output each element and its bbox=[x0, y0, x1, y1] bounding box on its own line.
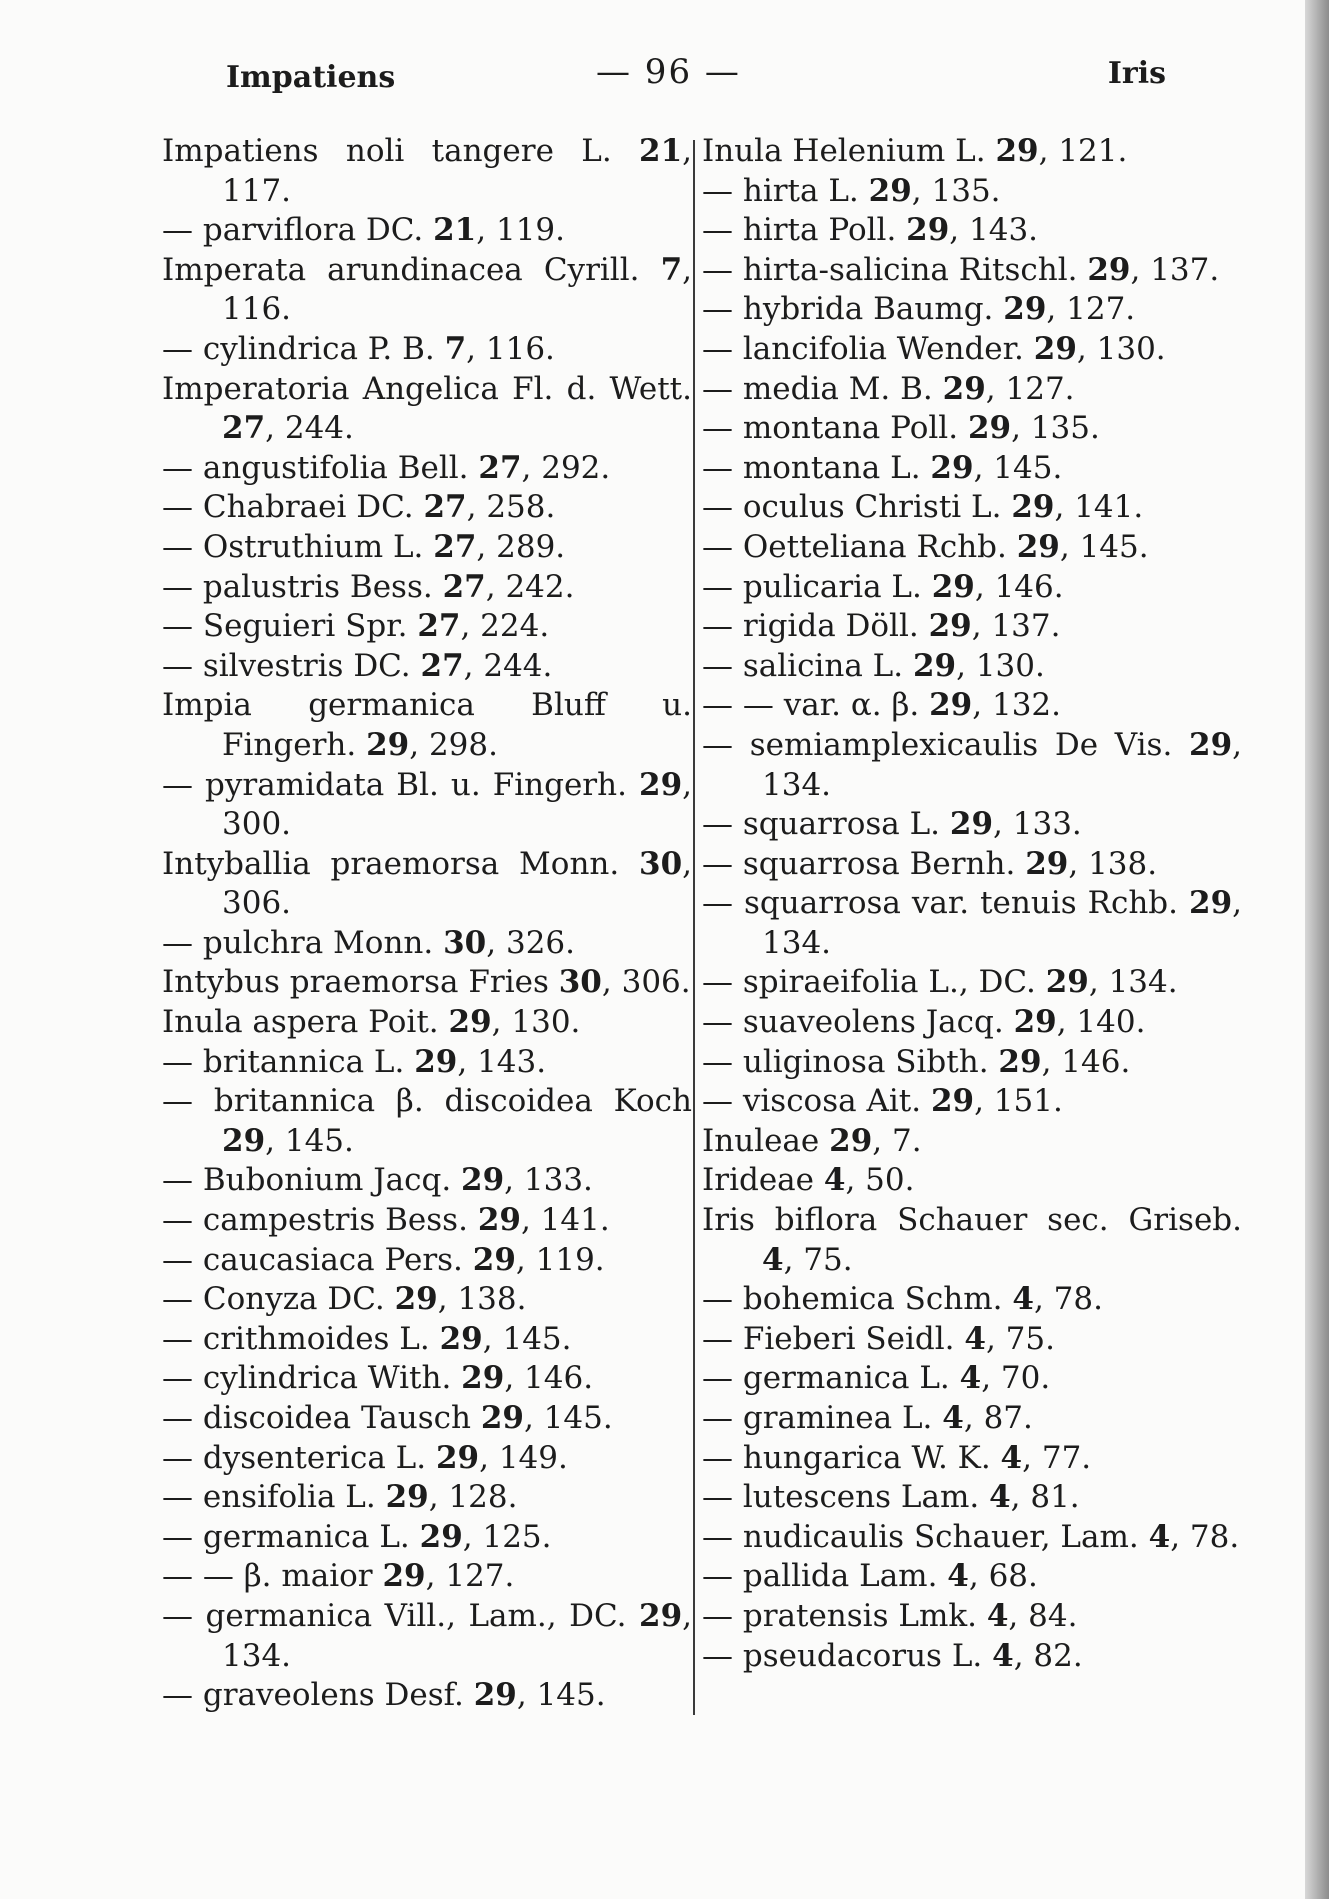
entry-page: 146. bbox=[524, 1360, 594, 1397]
entry-name: — montana Poll. bbox=[702, 410, 959, 447]
entry-name: — suaveolens Jacq. bbox=[702, 1004, 1004, 1041]
entry-page: 127. bbox=[1005, 370, 1075, 407]
entry-name: — montana L. bbox=[702, 449, 921, 486]
entry-volume: 29 bbox=[998, 1043, 1042, 1080]
entry-volume: 29 bbox=[473, 1677, 517, 1714]
entry-volume: 29 bbox=[222, 1122, 266, 1159]
entry-page: 116. bbox=[222, 291, 292, 328]
entry-volume: 29 bbox=[366, 726, 410, 763]
index-entry: Inula Helenium L. 29, 121. bbox=[702, 133, 1128, 169]
entry-volume: 4 bbox=[942, 1400, 964, 1436]
entry-volume: 21 bbox=[433, 212, 477, 249]
entry-name: — uliginosa Sibth. bbox=[702, 1043, 989, 1080]
entry-page: 130. bbox=[975, 647, 1045, 684]
entry-page: 244. bbox=[284, 410, 354, 447]
entry-volume: 29 bbox=[461, 1162, 505, 1199]
index-entry: — lancifolia Wender. 29, 130. bbox=[702, 330, 1166, 367]
index-entry: — crithmoides L. 29, 145. bbox=[162, 1320, 572, 1357]
entry-volume: 29 bbox=[930, 449, 974, 486]
entry-page: 137. bbox=[991, 608, 1061, 645]
entry-volume: 4 bbox=[992, 1637, 1014, 1674]
entry-name: — bohemica Schm. bbox=[702, 1281, 1003, 1318]
entry-name: Imperatoria Angelica Fl. d. Wett. bbox=[162, 370, 692, 407]
entry-name: — viscosa Ait. bbox=[702, 1083, 922, 1120]
index-entry: — discoidea Tausch 29, 145. bbox=[162, 1400, 613, 1436]
index-entry: Inuleae 29, 7. bbox=[702, 1122, 922, 1159]
entry-page: 50. bbox=[865, 1162, 915, 1199]
entry-name: — squarrosa Bernh. bbox=[702, 845, 1016, 882]
entry-page: 119. bbox=[535, 1241, 605, 1278]
entry-volume: 29 bbox=[639, 1597, 683, 1634]
index-entry: — Conyza DC. 29, 138. bbox=[162, 1281, 527, 1318]
entry-name: Inula aspera Poit. bbox=[162, 1004, 439, 1041]
entry-page: 77. bbox=[1041, 1439, 1092, 1476]
index-entry: — Ostruthium L. 27, 289. bbox=[162, 528, 566, 565]
entry-page: 78. bbox=[1053, 1281, 1103, 1318]
entry-volume: 29 bbox=[414, 1043, 458, 1080]
index-entry: Imperata arundinacea Cyrill. 7, 116. bbox=[162, 251, 692, 328]
entry-volume: 29 bbox=[912, 647, 957, 684]
entry-page: 145. bbox=[284, 1122, 354, 1159]
entry-volume: 29 bbox=[435, 1439, 480, 1476]
entry-page: 138. bbox=[1088, 845, 1158, 882]
entry-page: 117. bbox=[222, 172, 292, 209]
entry-volume: 29 bbox=[868, 172, 912, 209]
entry-volume: 7 bbox=[660, 251, 683, 288]
index-entry: — angustifolia Bell. 27, 292. bbox=[162, 449, 611, 486]
entry-name: — Bubonium Jacq. bbox=[162, 1162, 452, 1199]
index-entry: — germanica L. 4, 70. bbox=[702, 1360, 1051, 1397]
entry-volume: 29 bbox=[1016, 528, 1060, 565]
entry-name: — graminea L. bbox=[702, 1400, 933, 1436]
index-entry: — spiraeifolia L., DC. 29, 134. bbox=[702, 964, 1178, 1001]
index-entry: — cylindrica With. 29, 146. bbox=[162, 1360, 594, 1397]
entry-page: 84. bbox=[1028, 1597, 1078, 1634]
entry-page: 149. bbox=[498, 1439, 568, 1476]
entry-name: Intyballia praemorsa Monn. bbox=[162, 845, 620, 882]
entry-page: 145. bbox=[502, 1320, 572, 1357]
entry-volume: 27 bbox=[222, 410, 266, 447]
entry-page: 130. bbox=[511, 1004, 581, 1041]
entry-page: 145. bbox=[993, 449, 1063, 486]
entry-page: 306. bbox=[222, 885, 292, 922]
index-entry: — caucasiaca Pers. 29, 119. bbox=[162, 1241, 605, 1278]
index-entry: — britannica β. discoidea Koch 29, 145. bbox=[162, 1083, 692, 1159]
entry-page: 326. bbox=[505, 924, 575, 961]
entry-volume: 27 bbox=[442, 568, 486, 605]
entry-name: — ensifolia L. bbox=[162, 1479, 376, 1516]
entry-volume: 29 bbox=[967, 410, 1012, 447]
entry-page: 75. bbox=[803, 1241, 853, 1278]
entry-page: 134. bbox=[222, 1637, 292, 1674]
index-entry: — britannica L. 29, 143. bbox=[162, 1043, 547, 1080]
entry-volume: 29 bbox=[928, 608, 972, 645]
entry-volume: 30 bbox=[639, 845, 683, 882]
entry-page: 134. bbox=[762, 766, 832, 803]
entry-volume: 29 bbox=[382, 1558, 426, 1595]
index-entry: — suaveolens Jacq. 29, 140. bbox=[702, 1004, 1146, 1041]
index-entry: — parviflora DC. 21, 119. bbox=[162, 212, 565, 249]
entry-name: Inula Helenium L. bbox=[702, 133, 986, 169]
entry-name: — Seguieri Spr. bbox=[162, 608, 408, 645]
entry-page: 143. bbox=[969, 212, 1039, 249]
entry-page: 87. bbox=[983, 1400, 1033, 1436]
entry-page: 75. bbox=[1005, 1320, 1055, 1357]
entry-page: 137. bbox=[1150, 251, 1220, 288]
index-entry: Impia germanica Bluff u. Fingerh. 29, 298. bbox=[162, 687, 692, 763]
entry-page: 81. bbox=[1030, 1479, 1080, 1516]
entry-name: — graveolens Desf. bbox=[162, 1677, 464, 1714]
entry-volume: 30 bbox=[558, 964, 602, 1001]
index-entry: — pulicaria L. 29, 146. bbox=[702, 568, 1064, 605]
entry-page: 244. bbox=[483, 647, 553, 684]
entry-volume: 29 bbox=[929, 687, 973, 724]
entry-volume: 29 bbox=[1189, 885, 1233, 922]
entry-volume: 4 bbox=[986, 1597, 1009, 1634]
index-entry: — nudicaulis Schauer, Lam. 4, 78. bbox=[702, 1518, 1240, 1555]
entry-volume: 29 bbox=[472, 1241, 516, 1278]
entry-name: — pseudacorus L. bbox=[702, 1637, 983, 1674]
entry-name: — spiraeifolia L., DC. bbox=[702, 964, 1036, 1001]
index-entry: — semiamplexicaulis De Vis. 29, 134. bbox=[702, 726, 1242, 803]
index-entry: — hybrida Baumg. 29, 127. bbox=[702, 291, 1136, 328]
entry-name: — britannica β. discoidea Koch bbox=[162, 1083, 692, 1120]
entry-page: 289. bbox=[496, 528, 566, 565]
entry-name: — salicina L. bbox=[702, 647, 904, 684]
entry-name: — crithmoides L. bbox=[162, 1320, 430, 1357]
entry-volume: 29 bbox=[1003, 291, 1047, 328]
index-entry: — — β. maior 29, 127. bbox=[162, 1558, 515, 1595]
entry-page: 145. bbox=[536, 1677, 606, 1714]
index-entry: — squarrosa L. 29, 133. bbox=[702, 806, 1082, 843]
entry-page: 138. bbox=[457, 1281, 527, 1318]
index-entry: — Chabraei DC. 27, 258. bbox=[162, 489, 556, 526]
entry-volume: 29 bbox=[931, 568, 975, 605]
entry-name: — hybrida Baumg. bbox=[702, 291, 994, 328]
entry-name: — pulchra Monn. bbox=[162, 924, 434, 961]
entry-page: 82. bbox=[1033, 1637, 1083, 1674]
entry-name: — squarrosa L. bbox=[702, 806, 941, 843]
entry-name: — palustris Bess. bbox=[162, 568, 433, 605]
entry-name: — cylindrica P. B. bbox=[162, 330, 435, 367]
entry-volume: 29 bbox=[906, 212, 950, 249]
entry-volume: 29 bbox=[942, 370, 986, 407]
index-entry: — pratensis Lmk. 4, 84. bbox=[702, 1597, 1078, 1634]
entry-volume: 4 bbox=[823, 1162, 846, 1199]
entry-volume: 29 bbox=[1011, 489, 1055, 526]
entry-name: — hirta Poll. bbox=[702, 212, 897, 249]
index-entry: Irideae 4, 50. bbox=[702, 1162, 915, 1199]
entry-volume: 29 bbox=[439, 1320, 483, 1357]
entry-page: 145. bbox=[1079, 528, 1149, 565]
entry-name: — angustifolia Bell. bbox=[162, 449, 469, 486]
entry-name: — semiamplexicaulis De Vis. bbox=[702, 726, 1173, 763]
entry-name: — silvestris DC. bbox=[162, 647, 411, 684]
entry-volume: 27 bbox=[423, 489, 467, 526]
entry-volume: 29 bbox=[448, 1004, 492, 1041]
index-entry: — graminea L. 4, 87. bbox=[702, 1400, 1033, 1436]
entry-page: 135. bbox=[931, 172, 1001, 209]
entry-page: 134. bbox=[762, 924, 832, 961]
index-entry: — graveolens Desf. 29, 145. bbox=[162, 1677, 606, 1714]
index-entry: — hirta-salicina Ritschl. 29, 137. bbox=[702, 251, 1220, 288]
index-entry: — squarrosa var. tenuis Rchb. 29, 134. bbox=[702, 885, 1242, 961]
index-entry: — montana L. 29, 145. bbox=[702, 449, 1063, 486]
entry-page: 68. bbox=[988, 1558, 1038, 1595]
entry-name: Intybus praemorsa Fries bbox=[162, 964, 549, 1001]
index-entry: — oculus Christi L. 29, 141. bbox=[702, 489, 1144, 526]
entry-name: — hungarica W. K. bbox=[702, 1439, 991, 1476]
index-entry: — viscosa Ait. 29, 151. bbox=[702, 1083, 1063, 1120]
index-entry: — pallida Lam. 4, 68. bbox=[702, 1558, 1038, 1595]
entry-page: 132. bbox=[991, 687, 1061, 724]
index-entry: — campestris Bess. 29, 141. bbox=[162, 1202, 610, 1239]
entry-name: Imperata arundinacea Cyrill. bbox=[162, 251, 640, 288]
entry-volume: 27 bbox=[478, 449, 522, 486]
index-entry: — palustris Bess. 27, 242. bbox=[162, 568, 575, 605]
index-entry: Intyballia praemorsa Monn. 30, 306. bbox=[162, 845, 693, 922]
index-entry: — rigida Döll. 29, 137. bbox=[702, 608, 1061, 645]
index-entry: — uliginosa Sibth. 29, 146. bbox=[702, 1043, 1131, 1080]
entry-volume: 29 bbox=[1013, 1004, 1057, 1041]
index-entry: — bohemica Schm. 4, 78. bbox=[702, 1281, 1103, 1318]
entry-page: 298. bbox=[428, 726, 498, 763]
entry-volume: 29 bbox=[1025, 845, 1069, 882]
entry-name: — rigida Döll. bbox=[702, 608, 919, 645]
entry-name: — lancifolia Wender. bbox=[702, 330, 1024, 367]
entry-page: 146. bbox=[1061, 1043, 1131, 1080]
entry-name: — caucasiaca Pers. bbox=[162, 1241, 463, 1278]
entry-volume: 29 bbox=[639, 766, 683, 803]
entry-name: — germanica L. bbox=[702, 1360, 950, 1397]
entry-page: 146. bbox=[994, 568, 1064, 605]
entry-volume: 4 bbox=[762, 1241, 784, 1278]
entry-volume: 29 bbox=[419, 1518, 463, 1555]
entry-page: 135. bbox=[1030, 410, 1100, 447]
index-entry: — germanica Vill., Lam., DC. 29, 134. bbox=[162, 1597, 692, 1674]
entry-page: 306. bbox=[621, 964, 691, 1001]
entry-volume: 29 bbox=[461, 1360, 505, 1397]
entry-name: — pyramidata Bl. u. Fingerh. bbox=[162, 766, 627, 803]
entry-volume: 29 bbox=[949, 806, 994, 843]
entry-page: 140. bbox=[1076, 1004, 1146, 1041]
entry-page: 300. bbox=[222, 806, 292, 843]
entry-volume: 4 bbox=[1000, 1439, 1023, 1476]
entry-volume: 4 bbox=[1012, 1281, 1034, 1318]
entry-volume: 30 bbox=[443, 924, 487, 961]
entry-page: 133. bbox=[523, 1162, 593, 1199]
entry-page: 151. bbox=[993, 1083, 1063, 1120]
index-entry: — — var. α. β. 29, 132. bbox=[702, 687, 1061, 724]
index-entry: Imperatoria Angelica Fl. d. Wett. 27, 244. bbox=[162, 370, 692, 447]
entry-volume: 4 bbox=[964, 1320, 986, 1357]
entry-page: 78. bbox=[1189, 1518, 1240, 1555]
entry-page: 128. bbox=[448, 1479, 518, 1516]
entry-volume: 29 bbox=[829, 1122, 873, 1159]
entry-page: 130. bbox=[1096, 330, 1166, 367]
entry-name: — media M. B. bbox=[702, 370, 933, 407]
entry-name: — britannica L. bbox=[162, 1043, 405, 1080]
entry-page: 116. bbox=[485, 330, 555, 367]
entry-name: — campestris Bess. bbox=[162, 1202, 468, 1239]
index-entry: — Oetteliana Rchb. 29, 145. bbox=[702, 528, 1149, 565]
running-header bbox=[226, 52, 1166, 102]
entry-page: 70. bbox=[1000, 1360, 1051, 1397]
index-entry: Impatiens noli tangere L. 21, 117. bbox=[162, 133, 693, 209]
entry-volume: 27 bbox=[417, 608, 461, 645]
entry-volume: 7 bbox=[444, 330, 467, 367]
entry-volume: 29 bbox=[1087, 251, 1131, 288]
entry-page: 258. bbox=[486, 489, 556, 526]
entry-volume: 29 bbox=[995, 133, 1039, 169]
entry-name: — squarrosa var. tenuis Rchb. bbox=[702, 885, 1179, 922]
entry-volume: 29 bbox=[1033, 330, 1077, 367]
index-entry: — media M. B. 29, 127. bbox=[702, 370, 1075, 407]
index-entry: — squarrosa Bernh. 29, 138. bbox=[702, 845, 1158, 882]
entry-name: — — var. α. β. bbox=[702, 687, 920, 724]
entry-volume: 21 bbox=[639, 133, 683, 169]
entry-name: — germanica Vill., Lam., DC. bbox=[162, 1597, 627, 1634]
entry-volume: 29 bbox=[477, 1202, 521, 1239]
entry-name: — Ostruthium L. bbox=[162, 528, 424, 565]
entry-name: — germanica L. bbox=[162, 1518, 410, 1555]
header-left-catchword: Impatiens bbox=[226, 60, 396, 95]
entry-name: Iris biflora Schauer sec. Griseb. bbox=[702, 1202, 1242, 1239]
entry-volume: 4 bbox=[947, 1558, 969, 1595]
page-edge-shadow bbox=[1305, 0, 1329, 1899]
entry-name: — — β. maior bbox=[162, 1558, 373, 1595]
index-entry: — pulchra Monn. 30, 326. bbox=[162, 924, 575, 961]
index-entry: — pyramidata Bl. u. Fingerh. 29, 300. bbox=[162, 766, 692, 843]
entry-name: — Oetteliana Rchb. bbox=[702, 528, 1007, 565]
entry-volume: 4 bbox=[959, 1360, 982, 1397]
index-entry: Iris biflora Schauer sec. Griseb. 4, 75. bbox=[702, 1202, 1242, 1278]
index-entry: — cylindrica P. B. 7, 116. bbox=[162, 330, 555, 367]
entry-page: 141. bbox=[1074, 489, 1144, 526]
entry-name: — hirta-salicina Ritschl. bbox=[702, 251, 1078, 288]
entry-page: 127. bbox=[445, 1558, 515, 1595]
entry-page: 7. bbox=[891, 1122, 922, 1159]
entry-page: 145. bbox=[543, 1400, 613, 1436]
entry-page: 242. bbox=[505, 568, 575, 605]
entry-name: — parviflora DC. bbox=[162, 212, 424, 249]
index-entry: — salicina L. 29, 130. bbox=[702, 647, 1045, 684]
left-index-column bbox=[162, 132, 692, 1716]
index-entry: — Fieberi Seidl. 4, 75. bbox=[702, 1320, 1055, 1357]
entry-page: 127. bbox=[1066, 291, 1136, 328]
entry-name: — nudicaulis Schauer, Lam. bbox=[702, 1518, 1139, 1555]
entry-page: 143. bbox=[477, 1043, 547, 1080]
entry-volume: 27 bbox=[420, 647, 464, 684]
index-entry: — montana Poll. 29, 135. bbox=[702, 410, 1100, 447]
entry-name: — discoidea Tausch bbox=[162, 1400, 471, 1436]
index-entry: — hirta L. 29, 135. bbox=[702, 172, 1001, 209]
entry-volume: 4 bbox=[1148, 1518, 1171, 1555]
index-entry: — hungarica W. K. 4, 77. bbox=[702, 1439, 1092, 1476]
index-entry: — pseudacorus L. 4, 82. bbox=[702, 1637, 1083, 1674]
entry-page: 134. bbox=[1108, 964, 1178, 1001]
entry-name: — hirta L. bbox=[702, 172, 859, 209]
entry-name: — oculus Christi L. bbox=[702, 489, 1002, 526]
index-entry: Inula aspera Poit. 29, 130. bbox=[162, 1004, 581, 1041]
entry-name: Inuleae bbox=[702, 1122, 820, 1159]
right-index-column bbox=[702, 132, 1242, 1676]
index-entry: — Seguieri Spr. 27, 224. bbox=[162, 608, 550, 645]
entry-volume: 29 bbox=[480, 1400, 524, 1436]
entry-page: 292. bbox=[541, 449, 611, 486]
entry-volume: 29 bbox=[394, 1281, 438, 1318]
entry-page: 141. bbox=[540, 1202, 610, 1239]
entry-page: 119. bbox=[495, 212, 565, 249]
entry-volume: 27 bbox=[433, 528, 477, 565]
entry-volume: 29 bbox=[930, 1083, 975, 1120]
header-right-catchword: Iris bbox=[1107, 56, 1166, 91]
entry-name: Impia germanica Bluff u. Fingerh. bbox=[162, 687, 692, 763]
index-entry: — Bubonium Jacq. 29, 133. bbox=[162, 1162, 593, 1199]
entry-page: 224. bbox=[480, 608, 550, 645]
index-entry: — ensifolia L. 29, 128. bbox=[162, 1479, 518, 1516]
entry-name: — lutescens Lam. bbox=[702, 1479, 980, 1516]
entry-volume: 29 bbox=[385, 1479, 429, 1516]
entry-name: — dysenterica L. bbox=[162, 1439, 427, 1476]
index-entry: — dysenterica L. 29, 149. bbox=[162, 1439, 568, 1476]
entry-name: — Conyza DC. bbox=[162, 1281, 385, 1318]
column-divider bbox=[693, 140, 695, 1715]
index-entry: — lutescens Lam. 4, 81. bbox=[702, 1479, 1080, 1516]
index-entry: — germanica L. 29, 125. bbox=[162, 1518, 552, 1555]
entry-volume: 29 bbox=[1189, 726, 1233, 763]
page-number: — 96 — bbox=[596, 52, 741, 92]
index-entry: — silvestris DC. 27, 244. bbox=[162, 647, 553, 684]
entry-volume: 4 bbox=[989, 1479, 1011, 1516]
entry-page: 125. bbox=[482, 1518, 552, 1555]
entry-name: — cylindrica With. bbox=[162, 1360, 452, 1397]
entry-name: — pulicaria L. bbox=[702, 568, 922, 605]
entry-name: Impatiens noli tangere L. bbox=[162, 133, 612, 169]
index-entry: — hirta Poll. 29, 143. bbox=[702, 212, 1039, 249]
index-entry: Intybus praemorsa Fries 30, 306. bbox=[162, 964, 691, 1001]
entry-page: 121. bbox=[1058, 133, 1128, 169]
entry-name: — pratensis Lmk. bbox=[702, 1597, 977, 1634]
entry-page: 133. bbox=[1012, 806, 1082, 843]
entry-volume: 29 bbox=[1045, 964, 1089, 1001]
entry-name: — Fieberi Seidl. bbox=[702, 1320, 955, 1357]
entry-name: — pallida Lam. bbox=[702, 1558, 938, 1595]
entry-name: Irideae bbox=[702, 1162, 814, 1199]
entry-name: — Chabraei DC. bbox=[162, 489, 414, 526]
